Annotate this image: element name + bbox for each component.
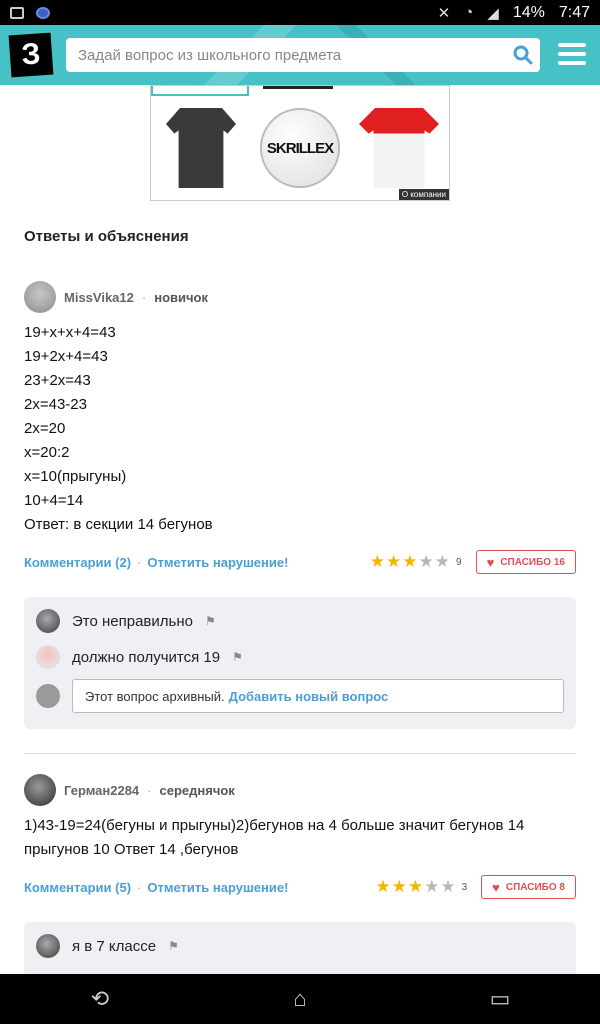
rating-stars[interactable] <box>375 877 455 897</box>
wifi-icon: ◔ <box>464 4 474 21</box>
answer-line: 19+x+x+4=43 <box>24 324 116 341</box>
avatar[interactable] <box>24 281 56 313</box>
answer-line: Ответ: в секции 14 бегунов <box>24 516 213 533</box>
report-link[interactable]: Отметить нарушение! <box>147 554 289 570</box>
answer-author <box>24 774 576 806</box>
heart-icon: ♥ <box>492 879 500 895</box>
answer-body <box>24 321 576 537</box>
answer-actions: Комментарии (2) · Отметить нарушение! ★ ★ ★ ★ ★ 9 ♥ СПАСИБО 16 <box>24 547 576 577</box>
divider <box>24 753 576 754</box>
answer-author <box>24 281 576 313</box>
answer-line: x=10(прыгуны) <box>24 468 127 485</box>
archived-text: Этот вопрос архивный. <box>85 688 225 704</box>
comment-text: я в 7 классе <box>72 937 157 955</box>
comments-section <box>24 597 576 729</box>
flag-icon[interactable]: ⚑ <box>168 939 179 953</box>
star-icon[interactable]: ★ <box>434 552 451 571</box>
heart-icon: ♥ <box>486 554 495 570</box>
avatar[interactable] <box>36 645 60 669</box>
archived-notice <box>72 679 564 713</box>
username[interactable]: Герман2284 <box>64 782 140 798</box>
advertisement-banner[interactable] <box>150 85 450 201</box>
rating-count: 9 <box>456 556 462 568</box>
separator-dot: · <box>141 289 147 305</box>
comment <box>36 928 564 964</box>
avatar[interactable] <box>24 774 56 806</box>
star-icon[interactable]: ★ <box>418 552 434 571</box>
answer-line: 2x=43-23 <box>24 396 87 413</box>
image-notification-icon <box>10 7 24 19</box>
ad-item-badge[interactable] <box>252 98 348 198</box>
avatar[interactable] <box>36 609 60 633</box>
comments-link[interactable]: Комментарии (5) <box>24 879 132 895</box>
answer-line: 19+2x+4=43 <box>24 348 108 365</box>
comment-input-row <box>36 675 564 717</box>
answer-body <box>24 814 576 862</box>
search-icon[interactable] <box>506 38 540 72</box>
status-bar <box>0 0 600 25</box>
search-box[interactable] <box>66 38 540 72</box>
star-icon[interactable]: ★ <box>386 552 402 571</box>
answer-line: x=20:2 <box>24 444 70 461</box>
answer-actions: Комментарии (5) · Отметить нарушение! ★ ★ ★ ★ ★ 3 ♥ СПАСИБО 8 <box>24 872 576 902</box>
comment-text: должно получится 19 <box>72 648 221 666</box>
hamburger-menu-icon[interactable] <box>558 43 586 70</box>
recent-apps-icon[interactable]: ▭ <box>489 986 511 1011</box>
flag-icon[interactable]: ⚑ <box>232 650 243 664</box>
comment <box>36 603 564 639</box>
thanks-label: СПАСИБО 8 <box>505 881 565 893</box>
brand-logo[interactable]: З <box>9 33 54 78</box>
badge-logo: SKRILLEX <box>260 108 340 188</box>
comments-link[interactable]: Комментарии (2) <box>24 554 132 570</box>
answer-line: 23+2x=43 <box>24 372 91 389</box>
separator-dot: · <box>147 782 152 798</box>
back-icon[interactable]: ⟲ <box>90 986 110 1011</box>
answer-line: 2x=20 <box>24 420 66 437</box>
thanks-button[interactable] <box>476 550 576 574</box>
signal-icon: ◢ <box>487 4 499 22</box>
ad-item-dark-tshirt[interactable] <box>153 98 249 198</box>
answer-line: 10+4=14 <box>24 492 84 509</box>
search-input[interactable] <box>66 38 506 72</box>
ad-about-label[interactable]: О компании <box>399 189 449 200</box>
flag-icon[interactable]: ⚑ <box>204 614 216 628</box>
ad-item-red-tshirt[interactable] <box>351 98 447 198</box>
rating-stars[interactable] <box>370 552 450 572</box>
star-icon[interactable]: ★ <box>407 877 424 896</box>
user-rank: новичок <box>154 289 208 305</box>
rating-count: 3 <box>461 881 468 893</box>
clock: 7:47 <box>558 3 590 21</box>
report-link[interactable]: Отметить нарушение! <box>147 879 289 895</box>
thanks-label: СПАСИБО 16 <box>500 556 565 568</box>
battery-level: 14% <box>512 3 545 21</box>
thanks-button[interactable] <box>481 875 576 899</box>
user-rank: середнячок <box>159 782 235 798</box>
star-icon[interactable]: ★ <box>402 552 418 571</box>
star-icon[interactable]: ★ <box>391 877 407 896</box>
answer-line: 1)43-19=24(бегуны и прыгуны)2)бегунов на 4 больше значит бегунов 14 <box>24 817 525 834</box>
comment <box>36 639 564 675</box>
app-header <box>0 25 600 85</box>
app-notification-icon <box>36 7 50 19</box>
avatar <box>36 684 60 708</box>
add-question-link[interactable]: Добавить новый вопрос <box>228 688 389 704</box>
system-navigation-bar <box>0 974 600 1024</box>
home-icon[interactable]: ⌂ <box>293 986 307 1011</box>
username[interactable]: MissVika12 <box>64 289 134 305</box>
star-icon[interactable]: ★ <box>375 877 391 896</box>
star-icon[interactable]: ★ <box>440 877 456 896</box>
comment-text: Это неправильно <box>72 612 193 630</box>
avatar[interactable] <box>36 934 60 958</box>
star-icon[interactable]: ★ <box>424 877 440 896</box>
comments-section <box>24 922 576 982</box>
section-title: Ответы и объяснения <box>24 228 189 245</box>
answer-card <box>24 281 576 577</box>
star-icon[interactable]: ★ <box>369 552 386 571</box>
answer-card <box>24 774 576 902</box>
mute-icon: ✕ <box>437 4 451 22</box>
answer-line: прыгунов 10 Ответ 14 ,бегунов <box>24 841 239 858</box>
